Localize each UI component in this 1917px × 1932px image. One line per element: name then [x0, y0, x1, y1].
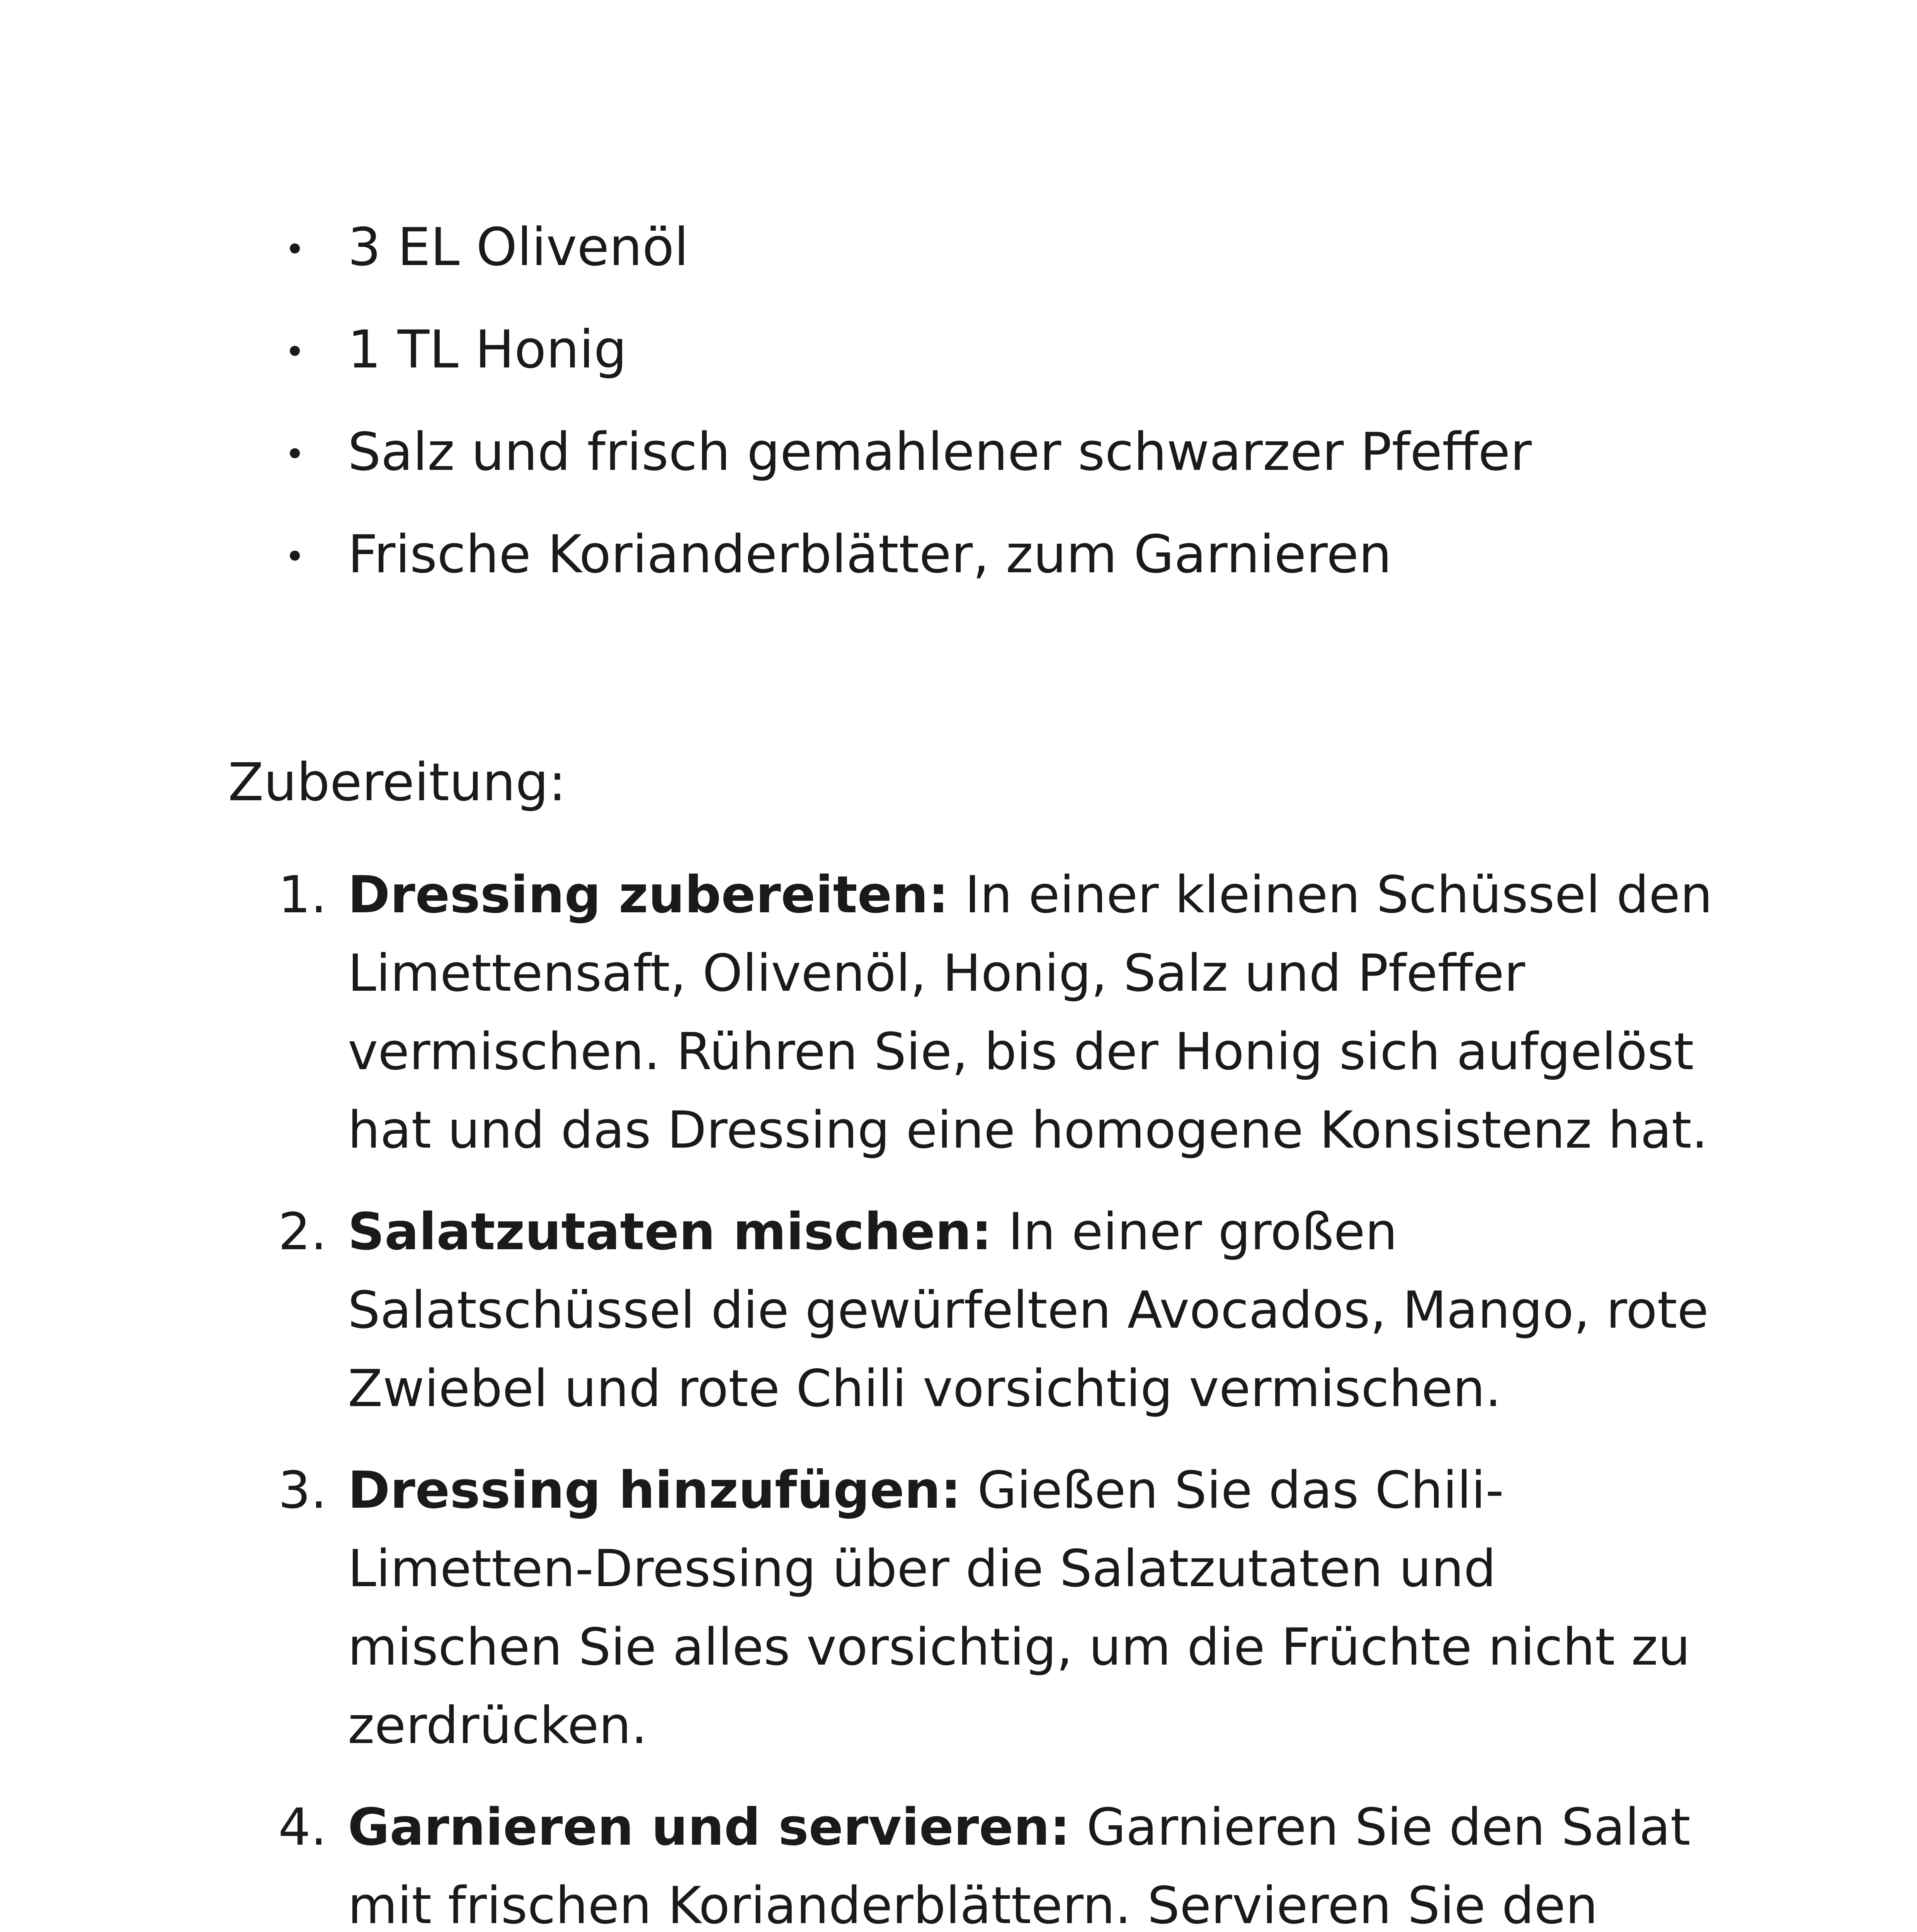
step-number: 1. [278, 865, 327, 925]
ingredient-item [270, 216, 1739, 319]
ingredient-text: 3 EL Olivenöl [348, 217, 689, 277]
preparation-steps [278, 856, 1716, 1932]
step-item [278, 1193, 1716, 1428]
ingredient-item [270, 421, 1739, 524]
step-text: Garnieren Sie den Salat mit frischen Korianderblättern. Servieren Sie den [348, 1798, 1691, 1932]
ingredient-text: 1 TL Honig [348, 319, 627, 380]
step-text: Gießen Sie das Chili-Limetten-Dressing über die Salatzutaten und mischen Sie alles vorsichtig, um die Früchte nicht zu zerdrücken. [348, 1461, 1691, 1755]
step-text: In einer kleinen Schüssel den Limettensaft, Olivenöl, Honig, Salz und Pfeffer vermischen. Rühren Sie, bis der Honig sich aufgelöst hat und das Dressing eine homogene Konsistenz hat. [348, 865, 1713, 1160]
step-title: Dressing hinzufügen: [348, 1461, 961, 1520]
step-item [278, 1451, 1716, 1765]
bullet-icon [290, 448, 300, 458]
ingredient-text: Frische Korianderblätter, zum Garnieren [348, 524, 1392, 585]
bullet-icon [290, 346, 300, 356]
step-title: Dressing zubereiten: [348, 865, 949, 925]
ingredient-text: Salz und frisch gemahlener schwarzer Pfeffer [348, 422, 1532, 482]
step-number: 3. [278, 1461, 327, 1520]
ingredient-list [270, 216, 1739, 626]
step-number: 2. [278, 1202, 327, 1262]
ingredient-item [270, 524, 1739, 626]
step-text: In einer großen Salatschüssel die gewürfelten Avocados, Mango, rote Zwiebel und rote Chili vorsichtig vermischen. [348, 1202, 1709, 1418]
bullet-icon [290, 551, 300, 561]
step-number: 4. [278, 1798, 327, 1857]
preparation-heading: Zubereitung: [228, 752, 566, 813]
ingredient-item [270, 319, 1739, 421]
bullet-icon [290, 243, 300, 253]
step-item [278, 1788, 1716, 1932]
step-title: Garnieren und servieren: [348, 1798, 1070, 1857]
step-item [278, 856, 1716, 1170]
step-title: Salatzutaten mischen: [348, 1202, 992, 1262]
